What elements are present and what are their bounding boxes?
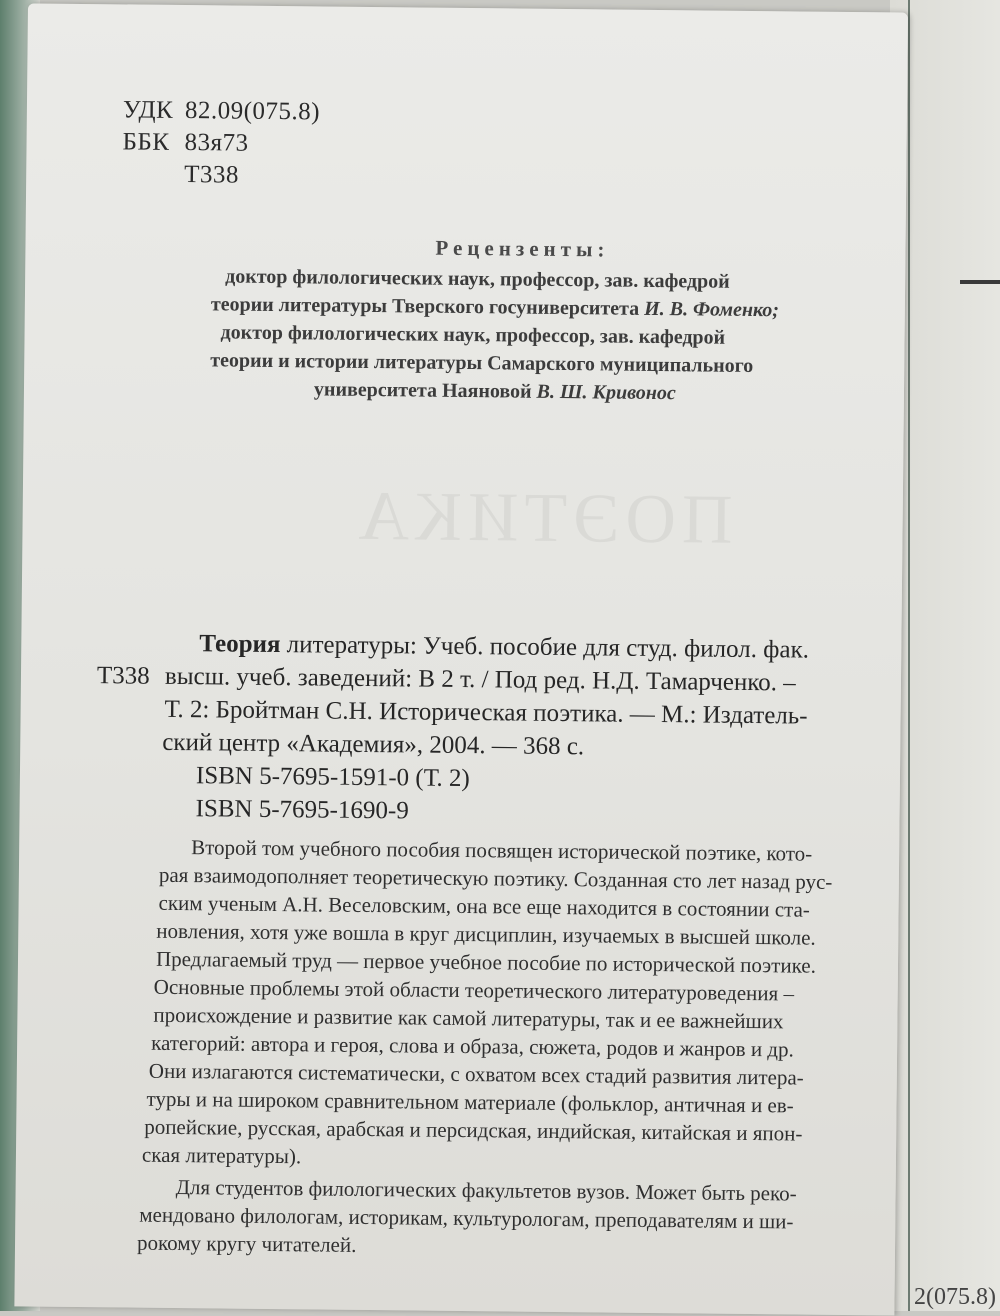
- reviewer-name-1: И. В. Фоменко;: [644, 297, 780, 322]
- audience-line-2: мендовано филологам, историкам, культурологам, преподавателям и ши-: [139, 1202, 794, 1234]
- audience-line-1: Для студентов филологических факультетов вузов. Может быть реко-: [175, 1175, 797, 1206]
- reviewer-affiliation-1: теории литературы Тверского госуниверситета: [210, 293, 640, 320]
- abstract-line-10: туры и на широком сравнительном материале (фольклор, античная и ев-: [146, 1086, 794, 1118]
- abstract-line-12: ская литературы).: [141, 1142, 302, 1169]
- audience-line-3: рокому кругу читателей.: [136, 1230, 357, 1257]
- bbk-value: 83я73: [184, 129, 249, 157]
- udk-value: 82.09(075.8): [184, 97, 321, 126]
- show-through-text: ПОЭТИКА: [352, 477, 733, 559]
- author-code: Т338: [184, 161, 240, 189]
- bib-line-2: высш. учеб. заведений: В 2 т. / Под ред. Н.Д. Тамарченко. –: [164, 662, 796, 697]
- book-page: [14, 3, 908, 1315]
- bib-title-rest: литературы: Учеб. пособие для студ. филол. фак.: [286, 631, 810, 664]
- bib-title-bold: Теория: [199, 630, 281, 659]
- isbn-1: ISBN 5-7695-1591-0 (Т. 2): [195, 762, 470, 793]
- abstract-line-3: ским ученым А.Н. Веселовским, она все еще находится в состоянии ста-: [158, 890, 811, 922]
- reviewer-affiliation-2: университета Наяновой: [313, 378, 532, 403]
- udk-label: УДК: [122, 96, 174, 124]
- bib-line-3: Т. 2: Бройтман С.Н. Историческая поэтика. — М.: Издатель-: [164, 695, 808, 730]
- abstract-line-6: Основные проблемы этой области теоретического литературоведения –: [153, 974, 795, 1006]
- abstract-line-2: рая взаимодополняет теоретическую поэтику. Созданная сто лет назад рус-: [158, 862, 833, 894]
- isbn-2: ISBN 5-7695-1690-9: [195, 795, 409, 825]
- reviewer-line-4: теории и истории литературы Самарского муниципального: [210, 349, 754, 378]
- reviewer-line-3: доктор филологических наук, профессор, зав. кафедрой: [220, 321, 726, 349]
- abstract-line-8: категорий: автора и героя, слова и образа, сюжета, родов и жанров и др.: [151, 1030, 794, 1062]
- bbk-line: [122, 128, 248, 157]
- reviewer-line-2: [211, 293, 779, 322]
- reviewer-line-1: доктор филологических наук, профессор, зав. кафедрой: [225, 265, 730, 293]
- udk-line: [123, 96, 320, 126]
- reviewer-line-5: [314, 378, 676, 405]
- abstract-line-4: новления, хотя уже вошла в круг дисциплин, изучаемых в высшей школе.: [156, 918, 816, 950]
- adjacent-page-mark: [960, 280, 1000, 284]
- adjacent-page-bottom-text: 2(075.8): [914, 1284, 996, 1310]
- bib-line-1: [199, 630, 809, 664]
- abstract-line-7: происхождение и развитие как самой литературы, так и ее важнейших: [153, 1002, 784, 1034]
- abstract-line-1: Второй том учебного пособия посвящен исторической поэтике, кото-: [191, 835, 813, 866]
- abstract-line-11: ропейские, русская, арабская и персидская, индийская, китайская и япон-: [144, 1114, 803, 1146]
- reviewer-name-2: В. Ш. Кривонос: [536, 380, 676, 405]
- abstract-line-5: Предлагаемый труд — первое учебное пособие по исторической поэтике.: [155, 946, 817, 978]
- reviewers-heading: Рецензенты:: [435, 235, 610, 262]
- bbk-label: ББК: [122, 128, 170, 156]
- bib-code: Т338: [96, 662, 150, 690]
- bib-line-4: ский центр «Академия», 2004. — 368 с.: [162, 728, 585, 761]
- abstract-line-9: Они излагаются систематически, с охватом всех стадий развития литера-: [148, 1058, 804, 1090]
- adjacent-page-edge: [908, 0, 1000, 1311]
